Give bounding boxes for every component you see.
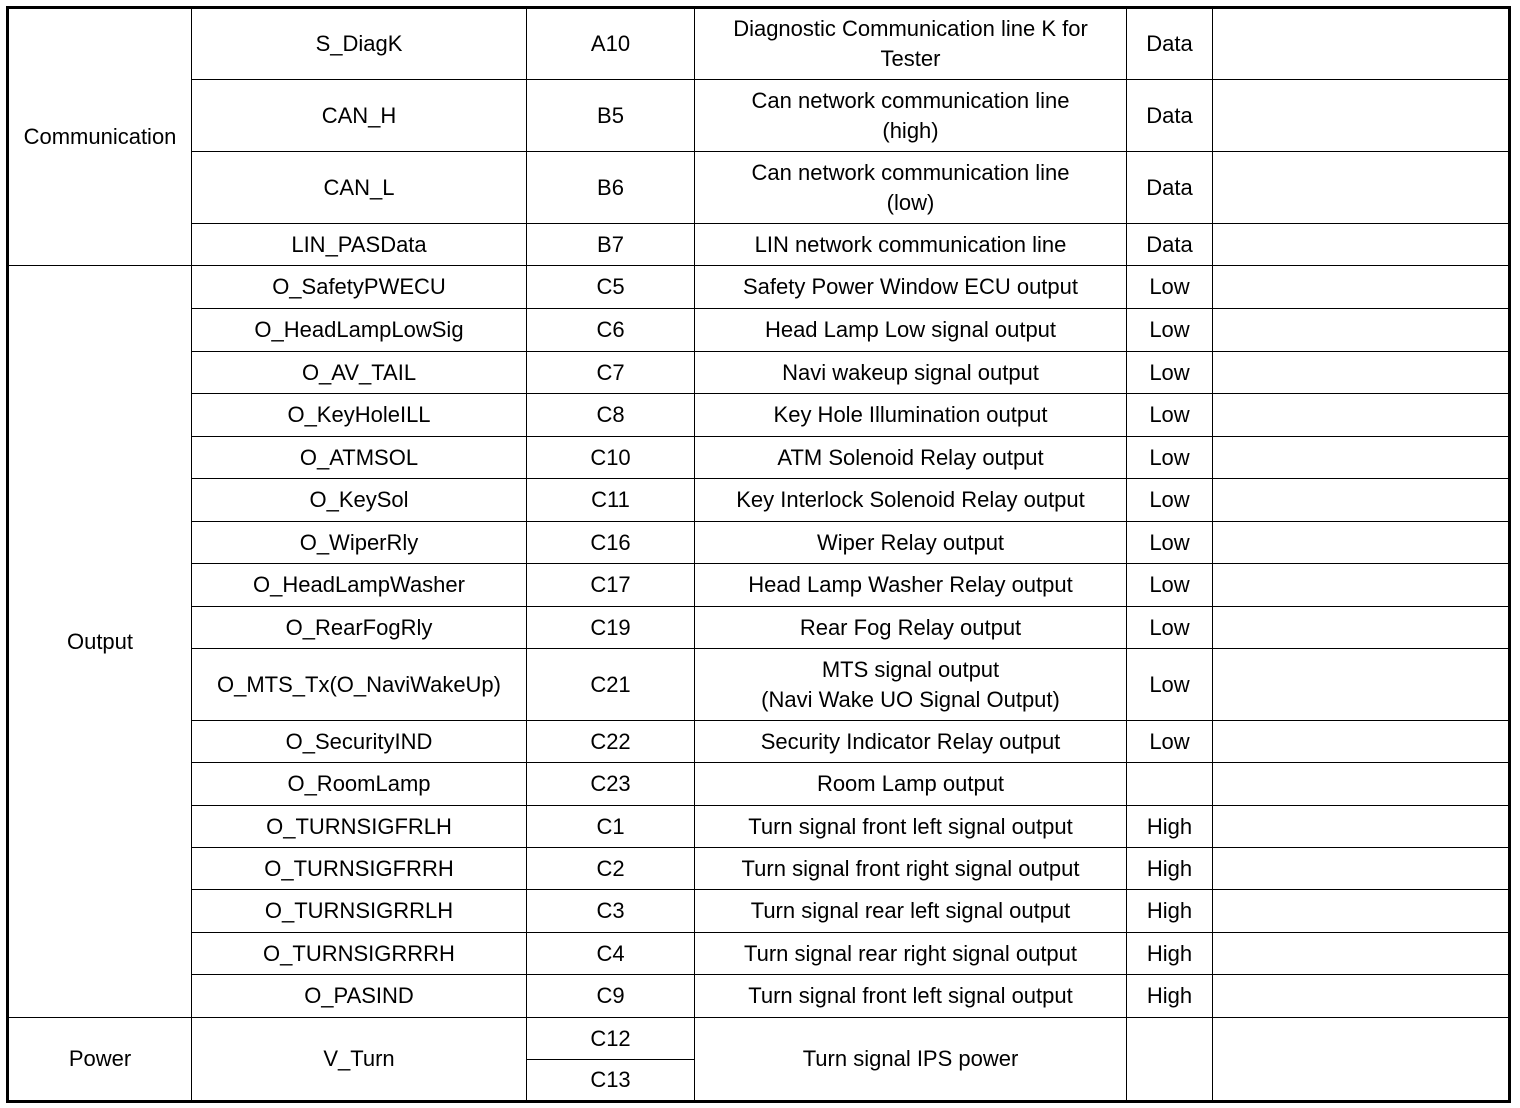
signal-type-cell xyxy=(1127,1018,1213,1102)
signal-cell: O_RoomLamp xyxy=(192,763,527,806)
description-line: Turn signal front left signal output xyxy=(748,813,1073,839)
pin-cell: C17 xyxy=(527,564,695,607)
description-line: Tester xyxy=(880,46,941,71)
signal-type-cell: Low xyxy=(1127,352,1213,394)
description-cell xyxy=(695,8,1127,80)
description-line: Rear Fog Relay output xyxy=(799,614,1022,640)
note-cell xyxy=(1213,933,1510,975)
pin-table xyxy=(6,6,1511,1103)
signal-cell: V_Turn xyxy=(192,1018,527,1102)
table-row xyxy=(8,763,1510,806)
signal-type-cell: High xyxy=(1127,806,1213,848)
signal-cell: O_TURNSIGFRRH xyxy=(192,848,527,890)
table-row xyxy=(8,152,1510,224)
pin-cell: C6 xyxy=(527,309,695,352)
description-cell xyxy=(695,152,1127,224)
description-cell xyxy=(695,522,1127,564)
description-cell xyxy=(695,309,1127,352)
signal-cell: CAN_H xyxy=(192,80,527,152)
pin-cell: C19 xyxy=(527,607,695,649)
signal-type-cell: Data xyxy=(1127,224,1213,266)
description-line: Safety Power Window ECU output xyxy=(742,274,1079,299)
signal-cell: O_SecurityIND xyxy=(192,721,527,763)
note-cell xyxy=(1213,649,1510,721)
note-cell xyxy=(1213,522,1510,564)
group-label-output: Output xyxy=(8,266,192,1018)
note-cell xyxy=(1213,152,1510,224)
signal-type-cell: Low xyxy=(1127,479,1213,522)
table-row xyxy=(8,479,1510,522)
description-line: (low) xyxy=(886,189,935,215)
table-row xyxy=(8,80,1510,152)
description-cell xyxy=(695,437,1127,479)
description-line: Wiper Relay output xyxy=(816,529,1005,555)
pin-cell: C13 xyxy=(527,1060,695,1102)
signal-type-cell: Low xyxy=(1127,309,1213,352)
pin-cell: C23 xyxy=(527,763,695,806)
pin-cell: C3 xyxy=(527,890,695,933)
description-line: Diagnostic Communication line K for xyxy=(733,16,1088,41)
description-line: Can network communication line xyxy=(751,159,1070,185)
pin-cell: C9 xyxy=(527,975,695,1018)
group-label-communication: Communication xyxy=(8,8,192,266)
signal-type-cell: Low xyxy=(1127,266,1213,309)
signal-cell: O_ATMSOL xyxy=(192,437,527,479)
table-row xyxy=(8,933,1510,975)
signal-type-cell: Data xyxy=(1127,8,1213,80)
table-row xyxy=(8,352,1510,394)
signal-cell: O_AV_TAIL xyxy=(192,352,527,394)
description-cell xyxy=(695,806,1127,848)
signal-type-cell: High xyxy=(1127,933,1213,975)
pin-cell: C4 xyxy=(527,933,695,975)
signal-type-cell: Low xyxy=(1127,564,1213,607)
description-line: MTS signal output xyxy=(821,656,1000,682)
pin-cell: B7 xyxy=(527,224,695,266)
table-row xyxy=(8,848,1510,890)
description-cell xyxy=(695,890,1127,933)
description-cell xyxy=(695,80,1127,152)
pin-cell: C11 xyxy=(527,479,695,522)
signal-cell: O_KeyHoleILL xyxy=(192,394,527,437)
signal-cell: O_TURNSIGRRRH xyxy=(192,933,527,975)
signal-type-cell: Low xyxy=(1127,607,1213,649)
note-cell xyxy=(1213,975,1510,1018)
table-row xyxy=(8,975,1510,1018)
pin-cell: C22 xyxy=(527,721,695,763)
description-cell xyxy=(695,721,1127,763)
signal-type-cell: Low xyxy=(1127,522,1213,564)
signal-cell: S_DiagK xyxy=(192,8,527,80)
signal-type-cell: Low xyxy=(1127,437,1213,479)
pin-cell: B6 xyxy=(527,152,695,224)
note-cell xyxy=(1213,309,1510,352)
table-row xyxy=(8,266,1510,309)
note-cell xyxy=(1213,890,1510,933)
signal-type-cell: High xyxy=(1127,975,1213,1018)
table-row xyxy=(8,1018,1510,1060)
description-cell xyxy=(695,564,1127,607)
description-cell xyxy=(695,224,1127,266)
signal-cell: O_TURNSIGRRLH xyxy=(192,890,527,933)
description-line: Turn signal rear left signal output xyxy=(750,898,1071,923)
pin-cell: C8 xyxy=(527,394,695,437)
table-row xyxy=(8,8,1510,80)
description-cell xyxy=(695,266,1127,309)
note-cell xyxy=(1213,848,1510,890)
signal-type-cell xyxy=(1127,763,1213,806)
table-row xyxy=(8,806,1510,848)
note-cell xyxy=(1213,564,1510,607)
note-cell xyxy=(1213,763,1510,806)
signal-cell: CAN_L xyxy=(192,152,527,224)
description-line: Security Indicator Relay output xyxy=(760,728,1061,754)
table-row xyxy=(8,564,1510,607)
pin-cell: C16 xyxy=(527,522,695,564)
description-line: Navi wakeup signal output xyxy=(782,359,1039,385)
signal-type-cell: Data xyxy=(1127,80,1213,152)
pin-cell: C1 xyxy=(527,806,695,848)
signal-cell: O_KeySol xyxy=(192,479,527,522)
pin-cell: C10 xyxy=(527,437,695,479)
table-row xyxy=(8,522,1510,564)
note-cell xyxy=(1213,352,1510,394)
note-cell xyxy=(1213,479,1510,522)
pin-cell: B5 xyxy=(527,80,695,152)
note-cell xyxy=(1213,1018,1510,1102)
description-cell: Turn signal IPS power xyxy=(695,1018,1127,1102)
table-row xyxy=(8,394,1510,437)
table-row xyxy=(8,721,1510,763)
note-cell xyxy=(1213,437,1510,479)
note-cell xyxy=(1213,224,1510,266)
table-row xyxy=(8,437,1510,479)
signal-cell: O_MTS_Tx(O_NaviWakeUp) xyxy=(192,649,527,721)
description-cell xyxy=(695,975,1127,1018)
description-cell xyxy=(695,848,1127,890)
pin-cell: A10 xyxy=(527,8,695,80)
signal-cell: O_HeadLampLowSig xyxy=(192,309,527,352)
note-cell xyxy=(1213,721,1510,763)
description-cell xyxy=(695,649,1127,721)
description-line: (high) xyxy=(882,117,939,143)
description-line: Key Hole Illumination output xyxy=(773,402,1048,427)
pin-cell: C21 xyxy=(527,649,695,721)
table-row xyxy=(8,649,1510,721)
signal-type-cell: High xyxy=(1127,848,1213,890)
signal-cell: O_SafetyPWECU xyxy=(192,266,527,309)
description-cell xyxy=(695,479,1127,522)
description-line: (Navi Wake UO Signal Output) xyxy=(761,686,1060,712)
description-line: Turn signal front right signal output xyxy=(741,855,1080,881)
group-label-power: Power xyxy=(8,1018,192,1102)
signal-cell: O_RearFogRly xyxy=(192,607,527,649)
signal-type-cell: Low xyxy=(1127,721,1213,763)
signal-cell: O_TURNSIGFRLH xyxy=(192,806,527,848)
table-row xyxy=(8,224,1510,266)
description-line: Can network communication line xyxy=(751,87,1070,113)
table-row xyxy=(8,607,1510,649)
signal-type-cell: Low xyxy=(1127,649,1213,721)
signal-cell: O_WiperRly xyxy=(192,522,527,564)
description-cell xyxy=(695,763,1127,806)
pin-cell: C5 xyxy=(527,266,695,309)
description-cell xyxy=(695,607,1127,649)
description-line: Turn signal front left signal output xyxy=(748,983,1073,1008)
description-line: ATM Solenoid Relay output xyxy=(777,444,1044,470)
description-line: Head Lamp Washer Relay output xyxy=(748,572,1073,597)
pin-cell: C12 xyxy=(527,1018,695,1060)
description-line: Room Lamp output xyxy=(816,771,1005,796)
description-line: Head Lamp Low signal output xyxy=(764,317,1057,342)
note-cell xyxy=(1213,80,1510,152)
description-cell xyxy=(695,933,1127,975)
description-line: LIN network communication line xyxy=(754,231,1067,257)
table-row xyxy=(8,890,1510,933)
description-line: Key Interlock Solenoid Relay output xyxy=(736,487,1085,512)
description-cell xyxy=(695,394,1127,437)
description-line: Turn signal rear right signal output xyxy=(743,940,1078,966)
signal-cell: O_HeadLampWasher xyxy=(192,564,527,607)
table-row xyxy=(8,309,1510,352)
note-cell xyxy=(1213,607,1510,649)
note-cell xyxy=(1213,266,1510,309)
pin-cell: C7 xyxy=(527,352,695,394)
note-cell xyxy=(1213,394,1510,437)
signal-cell: O_PASIND xyxy=(192,975,527,1018)
note-cell xyxy=(1213,806,1510,848)
description-cell xyxy=(695,352,1127,394)
pin-cell: C2 xyxy=(527,848,695,890)
note-cell xyxy=(1213,8,1510,80)
signal-type-cell: Data xyxy=(1127,152,1213,224)
signal-type-cell: Low xyxy=(1127,394,1213,437)
signal-cell: LIN_PASData xyxy=(192,224,527,266)
signal-type-cell: High xyxy=(1127,890,1213,933)
